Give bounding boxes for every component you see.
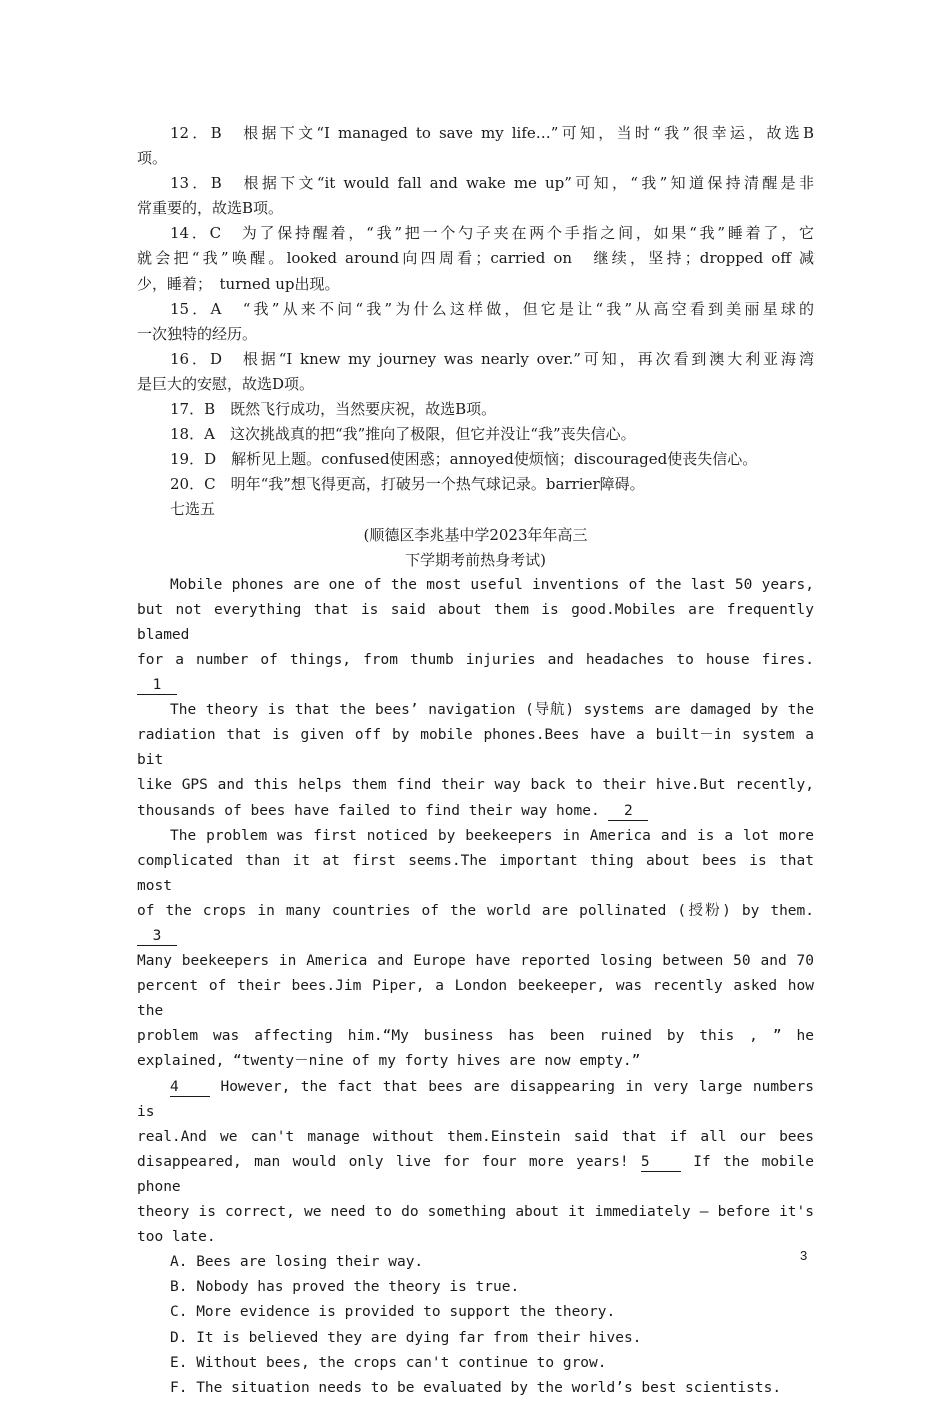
answer-line: 一次独特的经历。 — [137, 324, 258, 343]
answer-line: 是巨大的安慰，故选D项。 — [137, 374, 315, 393]
page-content — [137, 121, 814, 1401]
answer-line: 少，睡着； turned up出现。 — [137, 274, 340, 293]
option-b: B. Nobody has proved the theory is true. — [170, 1279, 520, 1296]
answer-number: 13．B — [170, 174, 222, 193]
answer-item — [137, 422, 814, 447]
answer-item — [137, 397, 814, 422]
answer-item — [137, 472, 814, 497]
answer-line: 就会把“我”唤醒。looked around向四周看；carried on 继续，坚持；dropped off 减 — [137, 249, 814, 268]
answer-explanations — [137, 121, 814, 497]
answer-item — [137, 297, 814, 347]
answer-line: 19．D 解析见上题。confused使困惑；annoyed使烦恼；discouraged使丧失信心。 — [170, 450, 758, 469]
section-title: 七选五 — [170, 500, 216, 519]
option-a: A. Bees are losing their way. — [170, 1254, 424, 1271]
option-c: C. More evidence is provided to support the theory. — [170, 1304, 616, 1321]
answer-number: 16．D — [170, 349, 222, 368]
answer-number: 15．A — [170, 299, 222, 318]
answer-line: 18．A 这次挑战真的把“我”推向了极限，但它并没让“我”丧失信心。 — [170, 425, 636, 444]
option-d: D. It is believed they are dying far from their hives. — [170, 1329, 642, 1346]
answer-line: 17．B 既然飞行成功，当然要庆祝，故选B项。 — [170, 400, 497, 419]
blank-3: 3 — [137, 927, 177, 946]
blank-1: 1 — [137, 676, 177, 695]
answer-line: 项。 — [137, 149, 168, 168]
passage-paragraph-2: The theory is that the bees’ navigation (导航) systems are damaged by the radiation that is given off by mobile phones.Bees have a built－in system a bit like GPS and this helps them find their way back to their hive.But recently, thousands of bees have failed to find their way home. 2 — [137, 702, 814, 819]
answer-line: 20．C 明年“我”想飞得更高，打破另一个热气球记录。barrier障碍。 — [170, 475, 645, 494]
answer-line: 12．B 根据下文“I managed to save my life…”可知，当时“我”很幸运，故选B — [170, 124, 814, 142]
blank-5: 5 — [641, 1153, 681, 1172]
answer-number: 19．D — [170, 450, 217, 469]
blank-2: 2 — [608, 802, 648, 821]
answer-item — [137, 447, 814, 472]
answer-number: 12．B — [170, 124, 222, 142]
page-number: 3 — [800, 1248, 808, 1263]
answer-item — [137, 347, 814, 397]
option-f: F. The situation needs to be evaluated by the world’s best scientists. — [170, 1379, 782, 1396]
answer-number: 20．C — [170, 475, 216, 494]
options-list — [137, 1250, 814, 1401]
source-info: (顺德区李兆基中学2023年年高三 下学期考前热身考试) — [363, 525, 588, 569]
answer-item — [137, 171, 814, 221]
option-e: E. Without bees, the crops can't continue to grow. — [170, 1354, 607, 1371]
answer-item — [137, 221, 814, 296]
answer-number: 17．B — [170, 400, 216, 419]
answer-number: 14．C — [170, 224, 222, 243]
passage-paragraph-1: Mobile phones are one of the most useful inventions of the last 50 years, but not everything that is said about them is good.Mobiles are frequently blamed for a number of things, from thumb injuries and headaches to house fires.1 — [137, 576, 814, 694]
answer-line: 16．D 根据“I knew my journey was nearly over.”可知，再次看到澳大利亚海湾 — [170, 349, 814, 368]
answer-line: 13．B 根据下文“it would fall and wake me up”可知，“我”知道保持清醒是非 — [170, 174, 814, 193]
answer-item — [137, 121, 814, 171]
blank-4: 4 — [170, 1078, 210, 1097]
passage-paragraph-3: The problem was first noticed by beekeepers in America and is a lot more complicated than it at first seems.The important thing about bees is that most of the crops in many countries of the world are pollinated (授粉) by them.3 Many beekeepers in America and Europe have reported losing between 50 and 70 percent of their bees.Jim Piper, a London beekeeper, was recently asked how the problem was affecting him.“My business has been ruined by this , ” he explained, “twenty－nine of my forty hives are now empty.” — [137, 827, 814, 1070]
answer-line: 15．A “我”从来不问“我”为什么这样做，但它是让“我”从高空看到美丽星球的 — [170, 299, 815, 318]
answer-line: 14．C 为了保持醒着，“我”把一个勺子夹在两个手指之间，如果“我”睡着了，它 — [170, 224, 814, 243]
answer-number: 18．A — [170, 425, 215, 444]
passage-paragraph-4: 4 However, the fact that bees are disappearing in very large numbers is real.And we can't manage without them.Einstein said that if all our bees disappeared, man would only live for four more years! 5 If the mobile phone theory is correct, we need to do something about it immediately — before it's too late. — [137, 1078, 814, 1246]
answer-line: 常重要的，故选B项。 — [137, 199, 284, 218]
